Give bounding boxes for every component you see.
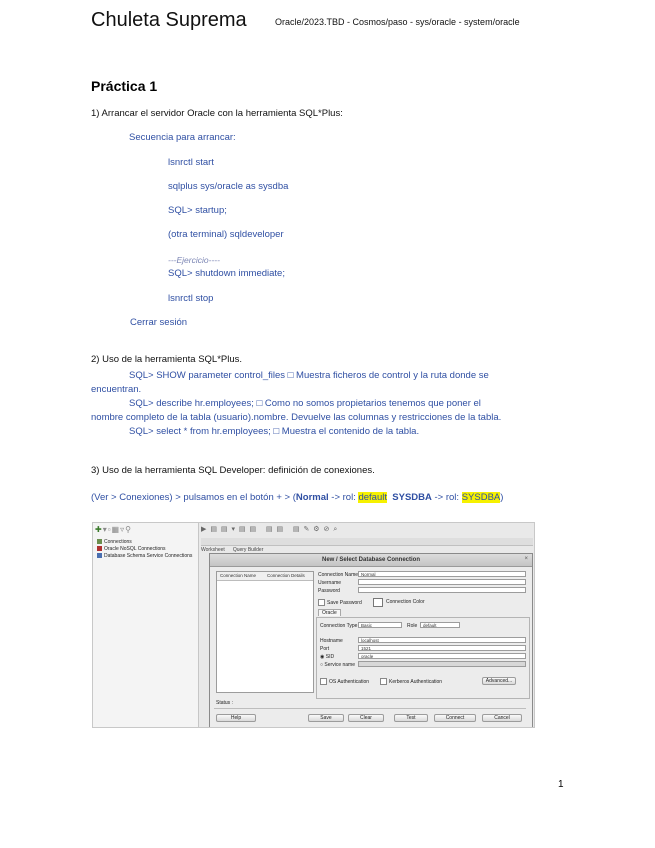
save-button[interactable]: Save <box>308 714 344 722</box>
role-label: Role <box>407 623 418 629</box>
tab-query-builder[interactable]: Query Builder <box>232 547 264 553</box>
instr-text: (Ver > Conexiones) > pulsamos en el botón + > ( <box>91 492 296 503</box>
item3-instruction <box>91 492 503 503</box>
command-line: lsnrctl stop <box>168 293 214 304</box>
highlight-default: default <box>358 492 387 503</box>
instr-text: -> rol: <box>328 492 359 503</box>
os-auth-label: OS Authentication <box>329 678 370 685</box>
save-password-label: Save Password <box>327 599 362 606</box>
sid-radio[interactable] <box>320 654 334 660</box>
close-icon[interactable]: × <box>524 556 528 562</box>
role-select[interactable]: default <box>420 622 460 628</box>
conn-type-label: Connection Type <box>320 623 358 629</box>
highlight-sysdba: SYSDBA <box>461 492 501 503</box>
section-title: Práctica 1 <box>91 78 158 94</box>
service-radio[interactable] <box>320 662 355 668</box>
conn-type-select[interactable]: Basic <box>358 622 402 628</box>
item2-body <box>91 369 571 439</box>
divider <box>214 708 526 709</box>
os-auth-checkbox[interactable] <box>320 678 369 685</box>
connections-panel <box>93 523 199 727</box>
sqldeveloper-screenshot <box>92 522 535 728</box>
instr-text: -> rol: <box>431 492 462 503</box>
tree-item-connections[interactable] <box>97 539 132 545</box>
item2-heading: 2) Uso de la herramienta SQL*Plus. <box>91 354 243 365</box>
hostname-field[interactable]: localhost <box>358 637 526 643</box>
command-line: SQL> startup; <box>168 205 227 216</box>
kerberos-label: Kerberos Authentication <box>389 678 443 685</box>
header-credentials: Oracle/2023.TBD - Cosmos/paso - sys/oracle - system/oracle <box>275 17 520 27</box>
radio-selected-icon: ◉ <box>320 654 325 660</box>
tree-toolbar <box>95 525 132 535</box>
checkbox-icon <box>318 599 325 606</box>
tab-worksheet[interactable]: Worksheet <box>201 547 225 553</box>
plus-icon <box>97 539 102 544</box>
command-line: SQL> shutdown immediate; <box>168 268 285 279</box>
conn-name-field[interactable]: Normal <box>358 571 526 577</box>
main-toolbar: ▶ ▤ ▤ ▾ ▤ ▤ ▤ ▤ ▤ ✎ ⚙ ⊘ ⌕ <box>201 526 339 533</box>
connection-color-label: Connection Color <box>386 599 425 605</box>
item2-line: encuentran. <box>91 384 142 395</box>
conn-name-label: Connection Name <box>318 572 359 578</box>
item1-heading: 1) Arrancar el servidor Oracle con la herramienta SQL*Plus: <box>91 108 343 119</box>
tree-item-schema-service[interactable] <box>97 553 192 559</box>
instr-text: ) <box>500 492 504 503</box>
test-button[interactable]: Test <box>394 714 428 722</box>
database-icon <box>97 546 102 551</box>
sid-label: SID <box>325 654 335 660</box>
tree-item-label: Oracle NoSQL Connections <box>104 546 166 552</box>
connection-dialog <box>209 553 533 728</box>
command-line: (otra terminal) sqldeveloper <box>168 229 284 240</box>
checkbox-icon <box>380 678 387 685</box>
kerberos-checkbox[interactable] <box>380 678 442 685</box>
username-label: Username <box>318 580 342 586</box>
logout-label: Cerrar sesión <box>130 317 188 328</box>
advanced-button[interactable]: Advanced... <box>482 677 516 685</box>
cloud-icon <box>97 553 102 558</box>
radio-icon: ○ <box>320 662 324 668</box>
connection-list[interactable] <box>216 571 314 693</box>
sequence-label: Secuencia para arrancar: <box>129 132 236 143</box>
tab-oracle[interactable]: Oracle <box>318 609 341 616</box>
color-picker-icon[interactable] <box>373 598 383 607</box>
clear-button[interactable]: Clear <box>348 714 384 722</box>
checkbox-icon <box>320 678 327 685</box>
item2-line: SQL> describe hr.employees; □ Como no somos propietarios tenemos que poner el <box>129 398 481 409</box>
list-header <box>217 572 313 581</box>
page-number: 1 <box>558 779 564 790</box>
hostname-label: Hostname <box>320 638 343 644</box>
exercise-label: ---Ejercicio---- <box>168 255 220 265</box>
sysdba-text: SYSDBA <box>392 492 432 503</box>
tree-item-label: Connections <box>104 539 132 545</box>
document-title: Chuleta Suprema <box>91 9 247 31</box>
service-label: Service name <box>324 662 355 668</box>
connect-button[interactable]: Connect <box>434 714 476 722</box>
sid-field[interactable]: oracle <box>358 653 526 659</box>
item2-line: nombre completo de la tabla (usuario).nombre. Devuelve las columnas y restricciones de la tabla. <box>91 412 502 423</box>
col-connection-details: Connection Details <box>267 573 305 578</box>
item3-heading: 3) Uso de la herramienta SQL Developer: definición de conexiones. <box>91 465 375 476</box>
item2-line: SQL> select * from hr.employees; □ Muestra el contenido de la tabla. <box>129 426 420 437</box>
worksheet-tabs <box>201 538 533 553</box>
col-connection-name: Connection Name <box>220 573 257 578</box>
port-field[interactable]: 1521 <box>358 645 526 651</box>
tree-item-nosql[interactable] <box>97 546 166 552</box>
dialog-title: New / Select Database Connection <box>210 554 532 567</box>
cancel-button[interactable]: Cancel <box>482 714 522 722</box>
username-field[interactable] <box>358 579 526 585</box>
password-label: Password <box>318 588 340 594</box>
save-password-checkbox[interactable] <box>318 599 362 606</box>
toolbar-icons: ▾▫▦▿⚲ <box>102 525 132 534</box>
port-label: Port <box>320 646 330 652</box>
status-label: Status : <box>216 700 233 706</box>
service-field[interactable] <box>358 661 526 667</box>
normal-text: Normal <box>295 492 329 503</box>
tree-item-label: Database Schema Service Connections <box>104 553 193 559</box>
command-line: lsnrctl start <box>168 157 214 168</box>
item2-line: SQL> SHOW parameter control_files □ Muestra ficheros de control y la ruta donde se <box>129 370 489 381</box>
add-connection-icon[interactable]: ✚ <box>95 525 103 534</box>
password-field[interactable] <box>358 587 526 593</box>
command-line: sqlplus sys/oracle as sysdba <box>168 181 289 192</box>
help-button[interactable]: Help <box>216 714 256 722</box>
